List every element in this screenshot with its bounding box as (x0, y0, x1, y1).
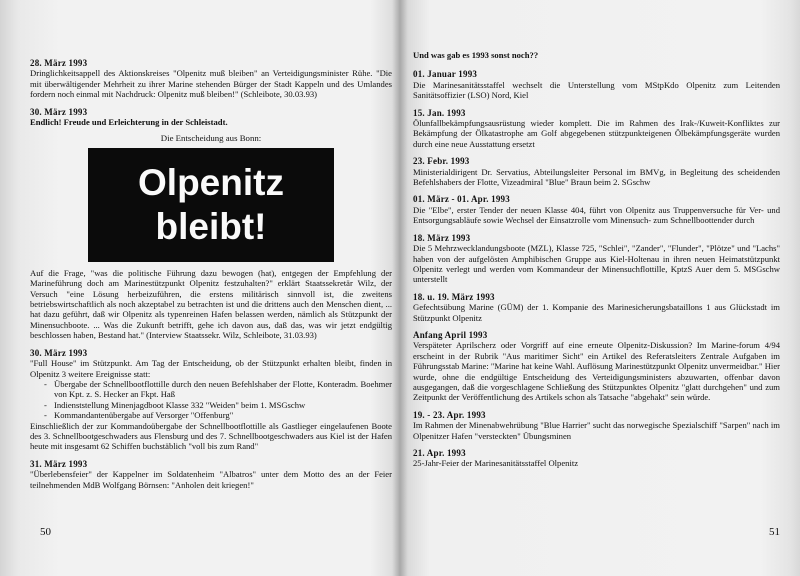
entry-31-maerz (30, 459, 392, 490)
entry-date: Anfang April 1993 (413, 329, 488, 340)
entry-full-house (30, 348, 392, 452)
entry-date: 19. - 23. Apr. 1993 (413, 409, 486, 420)
entry-text: Ministerialdirigent Dr. Servatius, Abteilungsleiter Personal im BMVg, in Begleitung des scheidenden Befehlshabers der Flotte, Vizeadmiral "Blue" Braun beim 2. SGschw (413, 166, 780, 188)
left-page (30, 0, 392, 576)
entry (413, 292, 780, 323)
banner-line-2: bleibt! (155, 205, 267, 247)
entry-text: Ölunfallbekämpfungsausrüstung wieder komplett. Die im Rahmen des Irak-/Kuweit-Konfliktes zur Bekämpfung der Ölkatastrophe am Golf abgegebenen stützpunkteigenen Ölbekämpfungsgeräte wurden durch eine neue Ausstattung ersetzt (413, 118, 780, 149)
entry-date: 01. März - 01. Apr. 1993 (413, 194, 510, 205)
entry-text: Verspäteter Aprilscherz oder Vorgriff auf eine erneute Olpenitz-Diskussion? Im Marine-forum 4/94 erscheint in der Rubrik "Aus maritimer Sicht" ein Artikel des Referatsleiters Zentrale Aufgaben im Führungsstab Marine: "Marine hat keine Wahl. Auflösung Marinestützpunkt Olpenitz unvermeidbar." Hier wurde, ohne die endgültige Entscheidung des Verteidigungsministers abzuwarten, offenbar davon ausgegangen, daß die vorgeschlagene Schließung des Stützpunktes Olpenitz "glatt durchgehen" und zum Zeitpunkt der Veröffentlichung des Artikels schon als Tatsache "abgehakt" sein würde. (413, 340, 780, 403)
list-item: - Kommandantenübergabe auf Versorger "Offenburg" (54, 410, 392, 420)
entry-date: 23. Febr. 1993 (413, 156, 470, 167)
entry-date: 30. März 1993 (30, 347, 88, 358)
entry-text: Gefechtsübung Marine (GÜM) der 1. Kompanie des Marinesicherungsbataillons 1 aus Glückstadt im Stützpunkt Olpenitz (413, 302, 780, 323)
entry-date: 30. März 1993 (30, 106, 88, 117)
entry (413, 330, 780, 403)
entry-text: "Überlebensfeier" der Kappelner im Soldatenheim "Albatros" unter dem Motto des an der Feier teilnehmenden MdB Wolfgang Börnsen: "Anholen deit kriegen!" (30, 469, 392, 490)
page-number: 51 (769, 526, 780, 538)
entry-date: 15. Jan. 1993 (413, 107, 466, 118)
entry-date: 28. März 1993 (30, 58, 88, 68)
entry-28-maerz (30, 58, 392, 100)
right-page-column (413, 50, 780, 476)
entry-text: Die 5 Mehrzwecklandungsboote (MZL), Klasse 725, "Schlei", "Zander", "Flunder", "Plötze" und "Lachs" haben von der aufgelösten Amphibischen Gruppe aus Kiel-Holtenau in ihren neuen Heimatstützpunkt Olpenitz verlegt und werden vom Kommandeur der Minensuchflottille, KptzS Auer dem 5. MSGschw unterstellt (413, 243, 780, 285)
section-heading: Und was gab es 1993 sonst noch?? (413, 50, 539, 60)
page-number: 50 (40, 526, 51, 538)
entry-text: Die Marinesanitätsstaffel wechselt die Unterstellung vom MStpKdo Olpenitz zum Leitenden Sanitätsoffizier (LSO) Nord, Kiel (413, 79, 780, 101)
interview-paragraph: Auf die Frage, "was die politische Führung dazu bewogen (hat), entgegen der Empfehlung der Marineführung doch am Marinestützpunkt Olpenitz festzuhalten?" erklärt Staatssekretär Wilz, der Versuch "eine Lösung herbeizuführen, die erstens militärisch sinnvoll ist, die zweitens betriebswirtschaftlich als noch akzeptabel zu betrachten ist und die drittens auch den Menschen dient, ... hat dazu geführt, daß wir Olpenitz als typenreinen Hafen belassen werden, nämlich als Stützpunkt der Minensuchboote. ... Was die Zukunft betrifft, gehe ich davon aus, daß das, was wir jetzt endgültig beschlossen haben, Bestand hat." (Interview Staatssekr. Wilz, Schleibote, 31.03.93) (30, 267, 392, 341)
entry (413, 448, 780, 469)
entry-date: 01. Januar 1993 (413, 69, 478, 80)
entry (413, 156, 780, 187)
entry (413, 233, 780, 285)
entry-date: 18. März 1993 (413, 232, 471, 243)
entry-text: 25-Jahr-Feier der Marinesanitätsstaffel Olpenitz (413, 458, 579, 469)
entry (413, 194, 780, 225)
entry (413, 410, 780, 441)
entry-intro: "Full House" im Stützpunkt. Am Tag der Entscheidung, ob der Stützpunkt erhalten bleibt, finden in Olpenitz 3 weitere Ereignisse statt: (30, 358, 392, 379)
entry (413, 108, 780, 150)
right-page (413, 0, 780, 576)
headline-banner (88, 148, 334, 262)
banner-caption: Die Entscheidung aus Bonn: (160, 133, 262, 144)
entry-date: 21. Apr. 1993 (413, 448, 466, 458)
list-item: - Indienststellung Minenjagdboot Klasse 332 "Weiden" beim 1. MSGschw (54, 400, 392, 410)
event-list (30, 379, 392, 421)
entry-date: 31. März 1993 (30, 458, 88, 469)
left-page-column (30, 58, 392, 497)
entry-outro: Einschließlich der zur Kommandoübergabe der Schnellbootflottille als Gastlieger eingelaufenen Boote des 3. Schnellbootgeschwaders aus Flensburg und des 7. Schnellbootgeschwaders aus Kiel ist der Hafen heute mit insgesamt 62 Schiffen buchstäblich "voll bis zum Rand" (30, 420, 392, 452)
entry-text: Endlich! Freude und Erleichterung in der Schleistadt. (30, 117, 228, 128)
entry-30-maerz-a (30, 107, 392, 128)
entry-text: Die "Elbe", erster Tender der neuen Klasse 404, führt von Olpenitz aus Truppenversuche für Ver- und Entsorgungsabläufe sowie Wechsel der Einsatzrolle vom Minensuch- zum Schnellboottender durch (413, 204, 780, 226)
banner-line-1: Olpenitz (138, 161, 284, 203)
list-item: - Übergabe der Schnellbootflottille durch den neuen Befehlshaber der Flotte, Konteradm. Boehmer von Kpt. z. S. Hecker an Fkpt. Haß (54, 379, 392, 400)
entry-date: 18. u. 19. März 1993 (413, 291, 495, 302)
entry-text: Dringlichkeitsappell des Aktionskreises "Olpenitz muß bleiben" an Verteidigungsminister Rühe. "Die mit überwältigender Mehrheit zu ihrer Marine stehenden Bürger der Stadt Kappeln und des Umlandes fordern noch einmal mit Nachdruck: Olpenitz muß bleiben!" (Schleibote, 30.03.93) (30, 68, 392, 100)
entry (413, 69, 780, 100)
entry-text: Im Rahmen der Minenabwehrübung "Blue Harrier" sucht das norwegische Spezialschiff "Sarpen" nach im Olpenitzer Hafen "versteckten" Übungsminen (413, 420, 780, 441)
